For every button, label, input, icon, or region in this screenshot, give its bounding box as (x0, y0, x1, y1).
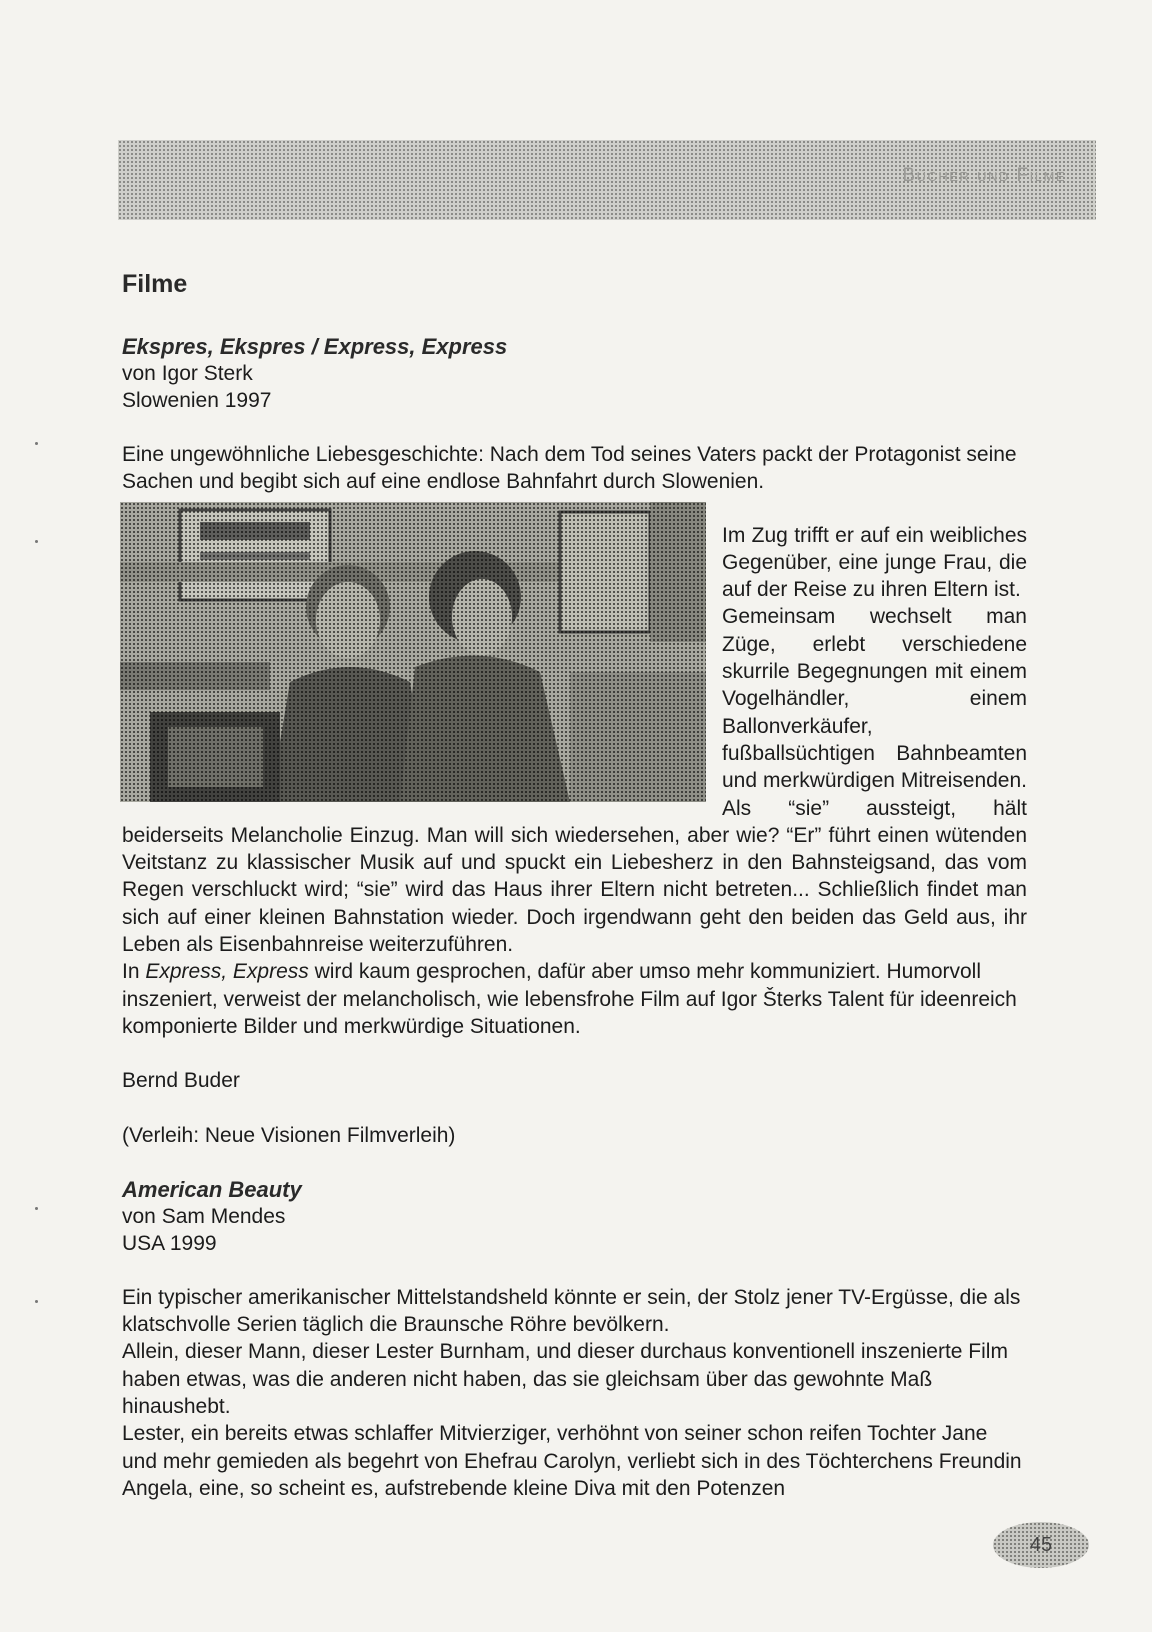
film-body-1: Im Zug trifft er auf ein weibliches Gegenüber, eine junge Frau, die auf der Reise zu ihren Eltern ist. (722, 523, 1027, 602)
margin-mark (35, 442, 38, 445)
film-intro: Eine ungewöhnliche Liebesgeschichte: Nach dem Tod seines Vaters packt der Protagonist seine Sachen und begibt sich auf eine endlose Bahnfahrt durch Slowenien. (122, 443, 1017, 494)
film-paragraph: Lester, ein bereits etwas schlaffer Mitvierziger, verhöhnt von seiner schon reifen Tochter Jane und mehr gemieden als begehrt von Ehefrau Carolyn, verliebt sich in des Töchterchens Freundin Angela, eine, so scheint es, aufstrebende kleine Diva mit den Potenzen (122, 1422, 1022, 1500)
film-still-photo (120, 502, 706, 802)
photo-text-block (122, 502, 1027, 1041)
film-title: American Beauty (122, 1176, 302, 1202)
film-review-american-beauty (122, 1176, 1027, 1502)
film-title: Ekspres, Ekspres / Express, Express (122, 334, 508, 359)
margin-mark (35, 1300, 38, 1303)
film-director: von Igor Sterk (122, 362, 253, 385)
film-country-year: Slowenien 1997 (122, 389, 272, 412)
review-author: Bernd Buder (122, 1069, 240, 1093)
section-title: Filme (122, 270, 188, 298)
film-paragraph: Allein, dieser Mann, dieser Lester Burnham, und dieser durchaus konventionell inszenierte Film haben etwas, was die anderen nicht haben, das sie gleichsam über das gewohnte Maß hinaushebt. (122, 1340, 1008, 1419)
margin-mark (35, 1207, 38, 1210)
film-title-inline: Express, Express (145, 960, 309, 984)
film-director: von Sam Mendes (122, 1204, 286, 1228)
page-number: 45 (993, 1522, 1089, 1568)
distribution-note: (Verleih: Neue Visionen Filmverleih) (122, 1123, 456, 1147)
film-country-year: USA 1999 (122, 1231, 217, 1255)
film-review-express (122, 333, 1027, 1176)
film-body-2: Gemeinsam wechselt man Züge, erlebt verschiedene skurrile Begegnungen mit einem Vogelhändler, einem Ballonverkäufer, fußballsüchtigen Bahnbeamten und merkwürdigen Mitreisenden. Als “sie” aussteigt, hält beiderseits Melancholie Einzug. Man will sich wiedersehen, aber wie? “Er” führt einen wütenden Veitstanz zu klassischer Musik auf und spuckt ein Liebesherz in den Bahnsteigsand, das vom Regen verschluckt wird; “sie” wird das Haus ihrer Eltern nicht betreten... Schließlich findet man sich auf einer kleinen Bahnstation wieder. Doch irgendwann geht den beiden das Geld aus, ihr Leben als Eisenbahnreise weiterzuführen. (122, 605, 1027, 957)
margin-mark (35, 540, 38, 543)
section-header-label: Bücher und Filme (902, 165, 1066, 186)
film-paragraph: Ein typischer amerikanischer Mittelstandsheld könnte er sein, der Stolz jener TV-Ergüsse, die als klatschvolle Serien täglich die Braunsche Röhre bevölkern. (122, 1285, 1021, 1337)
section-header-band (118, 140, 1096, 220)
film-body-3: In Express, Express wird kaum gesprochen, dafür aber umso mehr kommuniziert. Humorvoll inszeniert, verweist der melancholisch, wie lebensfrohe Film auf Igor Šterks Talent für ideenreich komponierte Bilder und merkwürdige Situationen. (122, 960, 1017, 1038)
article-content (122, 270, 1027, 1502)
